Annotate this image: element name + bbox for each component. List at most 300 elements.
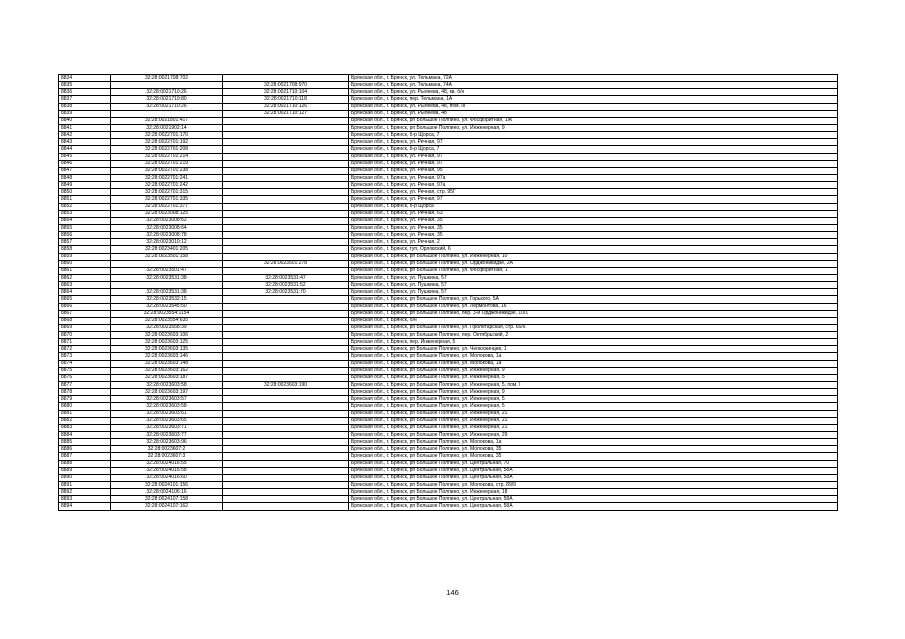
table-row bbox=[59, 467, 838, 474]
row-number-cell: 8889 bbox=[59, 467, 111, 474]
row-number-cell: 8843 bbox=[59, 139, 111, 146]
cadastral-number-cell bbox=[111, 260, 223, 267]
related-cadastral-number-cell bbox=[223, 296, 349, 303]
table-row bbox=[59, 346, 838, 353]
address-cell: Брянская обл., г. Брянск, рп Большое Полпино, ул. Лермонтова, 16 bbox=[349, 303, 838, 310]
address-cell: Брянская обл., г. Брянск, ул. Пушкина, 57 bbox=[349, 289, 838, 296]
row-number-cell: 8855 bbox=[59, 224, 111, 231]
related-cadastral-number-cell bbox=[223, 132, 349, 139]
table-row bbox=[59, 82, 838, 89]
table-row bbox=[59, 217, 838, 224]
row-number-cell: 8860 bbox=[59, 260, 111, 267]
cadastral-number-cell: 32:28:0023603:146 bbox=[111, 353, 223, 360]
related-cadastral-number-cell bbox=[223, 432, 349, 439]
address-cell: Брянская обл., г. Брянск, рп Большое Полпино, ул. Инженерная, 10 bbox=[349, 253, 838, 260]
cadastral-number-cell: 32:28:0023501:47 bbox=[111, 267, 223, 274]
related-cadastral-number-cell: 32:28:0023603:190 bbox=[223, 382, 349, 389]
address-cell: Брянская обл., г. Брянск, ул. Речная, 97 bbox=[349, 139, 838, 146]
table-row bbox=[59, 232, 838, 239]
address-cell: Брянская обл., г. Брянск, рп Большое Полпино, ул. Фосфоритная, 1 bbox=[349, 267, 838, 274]
row-number-cell: 8890 bbox=[59, 474, 111, 481]
registry-table-body bbox=[59, 75, 838, 511]
cadastral-number-cell: 32:28:0021902:14 bbox=[111, 124, 223, 131]
table-row bbox=[59, 75, 838, 82]
cadastral-number-cell: 32:28:0024106:16 bbox=[111, 489, 223, 496]
table-row bbox=[59, 117, 838, 124]
row-number-cell: 8864 bbox=[59, 289, 111, 296]
cadastral-number-cell: 32:28:0022701:214 bbox=[111, 153, 223, 160]
table-row bbox=[59, 103, 838, 110]
address-cell: Брянская обл., г. Брянск, ул. Речная, 95 bbox=[349, 167, 838, 174]
related-cadastral-number-cell bbox=[223, 153, 349, 160]
related-cadastral-number-cell bbox=[223, 203, 349, 210]
address-cell: Брянская обл., г. Брянск, рп Большое Полпино, ул. Молокова, 35 bbox=[349, 446, 838, 453]
address-cell: Брянская обл., г. Брянск, ул. Пушкина, 57 bbox=[349, 274, 838, 281]
address-cell: Брянская обл., г. Брянск, рп Большое Полпино, ул. Инженерная, 5 bbox=[349, 396, 838, 403]
cadastral-number-cell: 32:28:0023532:15 bbox=[111, 296, 223, 303]
cadastral-number-cell: 32:28:0023545:50 bbox=[111, 303, 223, 310]
cadastral-number-cell: 32:28:0023603:77 bbox=[111, 432, 223, 439]
address-cell: Брянская обл., г. Брянск, рп Большое Полпино, ул. Инженерная, 5 bbox=[349, 403, 838, 410]
row-number-cell: 8856 bbox=[59, 232, 111, 239]
address-cell: Брянская обл., г. Брянск, рп Большое Полпино, ул. Челюскинцев, 1 bbox=[349, 346, 838, 353]
row-number-cell: 8871 bbox=[59, 339, 111, 346]
cadastral-number-cell: 32:28:0023008:78 bbox=[111, 232, 223, 239]
cadastral-number-cell: 32:28:0023603:65 bbox=[111, 417, 223, 424]
cadastral-number-cell: 32:28:0022701:377 bbox=[111, 203, 223, 210]
cadastral-number-cell: 32:28:0022701:241 bbox=[111, 174, 223, 181]
related-cadastral-number-cell bbox=[223, 124, 349, 131]
related-cadastral-number-cell: 32:28:0021710:127 bbox=[223, 110, 349, 117]
related-cadastral-number-cell bbox=[223, 439, 349, 446]
row-number-cell: 8870 bbox=[59, 332, 111, 339]
table-row bbox=[59, 303, 838, 310]
row-number-cell: 8880 bbox=[59, 403, 111, 410]
cadastral-number-cell: 32:28:0023008:64 bbox=[111, 224, 223, 231]
address-cell: Брянская обл., г. Брянск, рп Большое Полпино, ул. Фосфоритная, 1Ж bbox=[349, 117, 838, 124]
row-number-cell: 8882 bbox=[59, 417, 111, 424]
row-number-cell: 8865 bbox=[59, 296, 111, 303]
table-row bbox=[59, 196, 838, 203]
related-cadastral-number-cell bbox=[223, 446, 349, 453]
address-cell: Брянская обл., г. Брянск, ул. Рылеева, 48, пом. III bbox=[349, 103, 838, 110]
table-row bbox=[59, 417, 838, 424]
table-row bbox=[59, 332, 838, 339]
address-cell: Брянская обл., г. Брянск, рп Большое Полпино, ул. Инженерная, 18 bbox=[349, 489, 838, 496]
row-number-cell: 8835 bbox=[59, 82, 111, 89]
related-cadastral-number-cell bbox=[223, 410, 349, 417]
address-cell: Брянская обл., г. Брянск, ул. Рылеева, 48 bbox=[349, 110, 838, 117]
address-cell: Брянская обл., г. Брянск, ул. Речная, 97а bbox=[349, 174, 838, 181]
related-cadastral-number-cell bbox=[223, 167, 349, 174]
row-number-cell: 8839 bbox=[59, 110, 111, 117]
cadastral-number-cell bbox=[111, 110, 223, 117]
cadastral-number-cell: 32:28:0023554:635 bbox=[111, 317, 223, 324]
related-cadastral-number-cell bbox=[223, 374, 349, 381]
registry-table bbox=[58, 74, 838, 511]
cadastral-number-cell: 32:28:0021801:417 bbox=[111, 117, 223, 124]
table-row bbox=[59, 110, 838, 117]
table-row bbox=[59, 496, 838, 503]
table-row bbox=[59, 453, 838, 460]
table-row bbox=[59, 289, 838, 296]
table-row bbox=[59, 446, 838, 453]
related-cadastral-number-cell bbox=[223, 332, 349, 339]
cadastral-number-cell: 32:28:0023603:106 bbox=[111, 332, 223, 339]
related-cadastral-number-cell bbox=[223, 303, 349, 310]
table-row bbox=[59, 324, 838, 331]
address-cell: Брянская обл., г. Брянск, рп Большое Полпино, ул. Инженерная, 5 bbox=[349, 374, 838, 381]
table-row bbox=[59, 474, 838, 481]
related-cadastral-number-cell bbox=[223, 353, 349, 360]
row-number-cell: 8868 bbox=[59, 317, 111, 324]
cadastral-number-cell: 32:28:0024107:158 bbox=[111, 496, 223, 503]
address-cell: Брянская обл., г. Брянск, рп Большое Полпино, ул. Инженерная, 21 bbox=[349, 417, 838, 424]
row-number-cell: 8863 bbox=[59, 282, 111, 289]
table-row bbox=[59, 260, 838, 267]
table-row bbox=[59, 146, 838, 153]
address-cell: Брянская обл., г. Брянск, ул. Речная, 97 bbox=[349, 153, 838, 160]
row-number-cell: 8847 bbox=[59, 167, 111, 174]
table-row bbox=[59, 439, 838, 446]
address-cell: Брянская обл., г. Брянск, б-р Щорса, 7 bbox=[349, 146, 838, 153]
related-cadastral-number-cell bbox=[223, 496, 349, 503]
row-number-cell: 8877 bbox=[59, 382, 111, 389]
address-cell: Брянская обл., г. Брянск, рп Большое Полпино, ул. Центральная, 58А bbox=[349, 503, 838, 510]
address-cell: Брянская обл., г. Брянск, ул. Речная, 35 bbox=[349, 232, 838, 239]
related-cadastral-number-cell bbox=[223, 160, 349, 167]
table-row bbox=[59, 482, 838, 489]
table-row bbox=[59, 296, 838, 303]
table-row bbox=[59, 189, 838, 196]
page-number: 146 bbox=[446, 588, 459, 597]
row-number-cell: 8854 bbox=[59, 217, 111, 224]
table-row bbox=[59, 396, 838, 403]
address-cell: Брянская обл., г. Брянск, рп Большое Полпино, ул. Инженерная, 9 bbox=[349, 367, 838, 374]
address-cell: Брянская обл., г. Брянск, б/н bbox=[349, 317, 838, 324]
related-cadastral-number-cell bbox=[223, 232, 349, 239]
row-number-cell: 8846 bbox=[59, 160, 111, 167]
row-number-cell: 8848 bbox=[59, 174, 111, 181]
cadastral-number-cell: 32:28:0021708:702 bbox=[111, 75, 223, 82]
related-cadastral-number-cell bbox=[223, 75, 349, 82]
table-row bbox=[59, 410, 838, 417]
row-number-cell: 8873 bbox=[59, 353, 111, 360]
table-row bbox=[59, 182, 838, 189]
table-row bbox=[59, 382, 838, 389]
address-cell: Брянская обл., г. Брянск, рп Большое Полпино, ул. Центральная, 58А bbox=[349, 467, 838, 474]
related-cadastral-number-cell bbox=[223, 503, 349, 510]
cadastral-number-cell: 32:28:0024101:156 bbox=[111, 482, 223, 489]
cadastral-number-cell: 32:28:0023603:96 bbox=[111, 439, 223, 446]
related-cadastral-number-cell bbox=[223, 339, 349, 346]
address-cell: Брянская обл., г. Брянск, рп Большое Полпино, ул. Инженерная, 5, пом. I bbox=[349, 382, 838, 389]
cadastral-number-cell: 32:28:0022701:238 bbox=[111, 167, 223, 174]
address-cell: Брянская обл., г. Брянск, рп Большое Полпино, пер. 3-й Орджоникидзе, 10/1 bbox=[349, 310, 838, 317]
row-number-cell: 8885 bbox=[59, 439, 111, 446]
related-cadastral-number-cell bbox=[223, 424, 349, 431]
related-cadastral-number-cell bbox=[223, 467, 349, 474]
address-cell: Брянская обл., г. Брянск, рп Большое Полпино, пер. Октябрьский, 2 bbox=[349, 332, 838, 339]
table-row bbox=[59, 489, 838, 496]
related-cadastral-number-cell bbox=[223, 182, 349, 189]
cadastral-number-cell: 32:28:0023603:57 bbox=[111, 396, 223, 403]
cadastral-number-cell bbox=[111, 282, 223, 289]
cadastral-number-cell: 32:28:0023603:58 bbox=[111, 403, 223, 410]
cadastral-number-cell: 32:28:0024016:55 bbox=[111, 460, 223, 467]
row-number-cell: 8849 bbox=[59, 182, 111, 189]
row-number-cell: 8841 bbox=[59, 124, 111, 131]
table-row bbox=[59, 339, 838, 346]
address-cell: Брянская обл., г. Брянск, рп Большое Полпино, ул. Молокова, стр. 89/9 bbox=[349, 482, 838, 489]
address-cell: Брянская обл., г. Брянск, рп Большое Полпино, ул. Молокова, 35 bbox=[349, 453, 838, 460]
related-cadastral-number-cell: 32:28:0021710:104 bbox=[223, 89, 349, 96]
table-row bbox=[59, 224, 838, 231]
row-number-cell: 8891 bbox=[59, 482, 111, 489]
cadastral-number-cell: 32:28:0023558:39 bbox=[111, 324, 223, 331]
cadastral-number-cell: 32:28:0022701:192 bbox=[111, 139, 223, 146]
row-number-cell: 8842 bbox=[59, 132, 111, 139]
related-cadastral-number-cell bbox=[223, 146, 349, 153]
table-row bbox=[59, 367, 838, 374]
related-cadastral-number-cell bbox=[223, 460, 349, 467]
table-row bbox=[59, 203, 838, 210]
address-cell: Брянская обл., г. Брянск, туп. Орловский, 6 bbox=[349, 246, 838, 253]
address-cell: Брянская обл., г. Брянск, рп Большое Полпино, ул. Центральная, 58А bbox=[349, 474, 838, 481]
row-number-cell: 8887 bbox=[59, 453, 111, 460]
cadastral-number-cell: 32:28:0022701:335 bbox=[111, 196, 223, 203]
address-cell: Брянская обл., г. Брянск, ул. Речная, стр. 95Г bbox=[349, 189, 838, 196]
table-row bbox=[59, 174, 838, 181]
cadastral-number-cell: 32:28:0023531:38 bbox=[111, 274, 223, 281]
cadastral-number-cell: 32:28:0023603:148 bbox=[111, 360, 223, 367]
row-number-cell: 8862 bbox=[59, 274, 111, 281]
row-number-cell: 8861 bbox=[59, 267, 111, 274]
row-number-cell: 8884 bbox=[59, 432, 111, 439]
related-cadastral-number-cell: 32:28:0023531:70 bbox=[223, 289, 349, 296]
address-cell: Брянская обл., г. Брянск, рп Большое Полпино, ул. Пролетарская, стр. 65/6 bbox=[349, 324, 838, 331]
table-row bbox=[59, 153, 838, 160]
row-number-cell: 8852 bbox=[59, 203, 111, 210]
related-cadastral-number-cell bbox=[223, 139, 349, 146]
row-number-cell: 8892 bbox=[59, 489, 111, 496]
address-cell: Брянская обл., г. Брянск, рп Большое Полпино, ул. Молокова, 1а bbox=[349, 353, 838, 360]
table-row bbox=[59, 124, 838, 131]
related-cadastral-number-cell bbox=[223, 239, 349, 246]
address-cell: Брянская обл., г. Брянск, рп Большое Полпино, ул. Инженерная, 21 bbox=[349, 424, 838, 431]
cadastral-number-cell: 32:28:0022701:315 bbox=[111, 189, 223, 196]
row-number-cell: 8869 bbox=[59, 324, 111, 331]
address-cell: Брянская обл., г. Брянск, ул. Речная, 35 bbox=[349, 217, 838, 224]
row-number-cell: 8867 bbox=[59, 310, 111, 317]
row-number-cell: 8845 bbox=[59, 153, 111, 160]
address-cell: Брянская обл., г. Брянск, ул. Речная, 97а bbox=[349, 182, 838, 189]
related-cadastral-number-cell bbox=[223, 403, 349, 410]
related-cadastral-number-cell bbox=[223, 217, 349, 224]
row-number-cell: 8859 bbox=[59, 253, 111, 260]
related-cadastral-number-cell: 32:28:0021710:118 bbox=[223, 96, 349, 103]
address-cell: Брянская обл., г. Брянск, ул. Речная, 97 bbox=[349, 196, 838, 203]
address-cell: Брянская обл., г. Брянск, ул. Тельмана, 74А bbox=[349, 82, 838, 89]
address-cell: Брянская обл., г. Брянск, ул. Пушкина, 57 bbox=[349, 282, 838, 289]
cadastral-number-cell: 32:28:0023501:158 bbox=[111, 253, 223, 260]
cadastral-number-cell: 32:28:0022701:219 bbox=[111, 160, 223, 167]
cadastral-number-cell: 32:28:0024016:58 bbox=[111, 467, 223, 474]
table-row bbox=[59, 89, 838, 96]
cadastral-number-cell: 32:28:0023010:12 bbox=[111, 239, 223, 246]
related-cadastral-number-cell bbox=[223, 396, 349, 403]
row-number-cell: 8850 bbox=[59, 189, 111, 196]
cadastral-number-cell: 32:28:0023603:61 bbox=[111, 410, 223, 417]
cadastral-number-cell: 32:28:0022701:208 bbox=[111, 146, 223, 153]
row-number-cell: 8875 bbox=[59, 367, 111, 374]
row-number-cell: 8883 bbox=[59, 424, 111, 431]
cadastral-number-cell: 32:28:0022701:170 bbox=[111, 132, 223, 139]
row-number-cell: 8837 bbox=[59, 96, 111, 103]
row-number-cell: 8840 bbox=[59, 117, 111, 124]
cadastral-number-cell: 32:28:0023603:125 bbox=[111, 339, 223, 346]
cadastral-number-cell: 32:28:0021710:80 bbox=[111, 96, 223, 103]
cadastral-number-cell: 32:28:0023008:62 bbox=[111, 217, 223, 224]
cadastral-number-cell: 32:28:0022701:242 bbox=[111, 182, 223, 189]
table-row bbox=[59, 160, 838, 167]
address-cell: Брянская обл., г. Брянск, ул. Речная, 63 bbox=[349, 210, 838, 217]
row-number-cell: 8878 bbox=[59, 389, 111, 396]
related-cadastral-number-cell: 32:28:0023501:278 bbox=[223, 260, 349, 267]
table-row bbox=[59, 389, 838, 396]
row-number-cell: 8881 bbox=[59, 410, 111, 417]
row-number-cell: 8857 bbox=[59, 239, 111, 246]
related-cadastral-number-cell bbox=[223, 417, 349, 424]
row-number-cell: 8886 bbox=[59, 446, 111, 453]
address-cell: Брянская обл., г. Брянск, рп Большое Полпино, ул. Инженерная, 9 bbox=[349, 389, 838, 396]
row-number-cell: 8888 bbox=[59, 460, 111, 467]
row-number-cell: 8836 bbox=[59, 89, 111, 96]
cadastral-number-cell: 32:28:0024107:162 bbox=[111, 503, 223, 510]
related-cadastral-number-cell bbox=[223, 346, 349, 353]
address-cell: Брянская обл., г. Брянск, ул. Рылеева, 48, кв. б/н bbox=[349, 89, 838, 96]
table-row bbox=[59, 246, 838, 253]
table-row bbox=[59, 403, 838, 410]
address-cell: Брянская обл., г. Брянск, ул. Речная, 97 bbox=[349, 160, 838, 167]
row-number-cell: 8874 bbox=[59, 360, 111, 367]
related-cadastral-number-cell: 32:28:0021710:126 bbox=[223, 103, 349, 110]
cadastral-number-cell: 32:28:0023607:2 bbox=[111, 446, 223, 453]
related-cadastral-number-cell: 32:28:0023531:52 bbox=[223, 282, 349, 289]
address-cell: Брянская обл., г. Брянск, рп Большое Полпино, ул. Орджоникидзе, 2А bbox=[349, 260, 838, 267]
related-cadastral-number-cell bbox=[223, 360, 349, 367]
related-cadastral-number-cell bbox=[223, 489, 349, 496]
table-row bbox=[59, 274, 838, 281]
table-row bbox=[59, 282, 838, 289]
address-cell: Брянская обл., г. Брянск, рп Большое Полпино, ул. Горького, 5А bbox=[349, 296, 838, 303]
address-cell: Брянская обл., г. Брянск, рп Большое Полпино, ул. Инженерная, 29 bbox=[349, 432, 838, 439]
address-cell: Брянская обл., г. Брянск, рп Большое Полпино, ул. Молокова, 1а bbox=[349, 439, 838, 446]
table-row bbox=[59, 503, 838, 510]
cadastral-number-cell: 32:28:0023603:162 bbox=[111, 367, 223, 374]
row-number-cell: 8858 bbox=[59, 246, 111, 253]
table-row bbox=[59, 132, 838, 139]
address-cell: Брянская обл., г. Брянск, пер. Инженерная, 5 bbox=[349, 339, 838, 346]
table-row bbox=[59, 360, 838, 367]
table-row bbox=[59, 424, 838, 431]
cadastral-number-cell bbox=[111, 82, 223, 89]
table-row bbox=[59, 167, 838, 174]
cadastral-number-cell: 32:28:0023008:125 bbox=[111, 210, 223, 217]
table-row bbox=[59, 353, 838, 360]
address-cell: Брянская обл., г. Брянск, пер. Тельмана, 1А bbox=[349, 96, 838, 103]
related-cadastral-number-cell bbox=[223, 453, 349, 460]
address-cell: Брянская обл., г. Брянск, рп Большое Полпино, ул. Инженерная, 21 bbox=[349, 410, 838, 417]
related-cadastral-number-cell bbox=[223, 253, 349, 260]
row-number-cell: 8866 bbox=[59, 303, 111, 310]
cadastral-number-cell: 32:28:0023603:58 bbox=[111, 382, 223, 389]
cadastral-number-cell: 32:28:0023607:3 bbox=[111, 453, 223, 460]
table-row bbox=[59, 460, 838, 467]
table-row bbox=[59, 310, 838, 317]
table-row bbox=[59, 139, 838, 146]
table-row bbox=[59, 374, 838, 381]
related-cadastral-number-cell bbox=[223, 367, 349, 374]
row-number-cell: 8893 bbox=[59, 496, 111, 503]
table-row bbox=[59, 267, 838, 274]
address-cell: Брянская обл., г. Брянск, рп Большое Полпино, ул. Инженерная, 9 bbox=[349, 124, 838, 131]
cadastral-number-cell: 32:28:0023603:71 bbox=[111, 424, 223, 431]
address-cell: Брянская обл., г. Брянск, б-р Щорса bbox=[349, 203, 838, 210]
cadastral-number-cell: 32:28:0021710:26 bbox=[111, 103, 223, 110]
cadastral-number-cell: 32:28:0021710:26 bbox=[111, 89, 223, 96]
related-cadastral-number-cell bbox=[223, 267, 349, 274]
related-cadastral-number-cell bbox=[223, 317, 349, 324]
row-number-cell: 8851 bbox=[59, 196, 111, 203]
related-cadastral-number-cell bbox=[223, 224, 349, 231]
address-cell: Брянская обл., г. Брянск, ул. Речная, 35 bbox=[349, 224, 838, 231]
related-cadastral-number-cell bbox=[223, 324, 349, 331]
table-row bbox=[59, 239, 838, 246]
address-cell: Брянская обл., г. Брянск, ул. Тельмана, 72А bbox=[349, 75, 838, 82]
related-cadastral-number-cell bbox=[223, 482, 349, 489]
related-cadastral-number-cell bbox=[223, 474, 349, 481]
cadastral-number-cell: 32:28:0023603:135 bbox=[111, 346, 223, 353]
row-number-cell: 8879 bbox=[59, 396, 111, 403]
table-row bbox=[59, 96, 838, 103]
related-cadastral-number-cell bbox=[223, 174, 349, 181]
registry-sheet bbox=[58, 74, 837, 511]
row-number-cell: 8872 bbox=[59, 346, 111, 353]
table-row bbox=[59, 210, 838, 217]
row-number-cell: 8844 bbox=[59, 146, 111, 153]
table-row bbox=[59, 432, 838, 439]
table-row bbox=[59, 253, 838, 260]
cadastral-number-cell: 32:28:0023603:197 bbox=[111, 389, 223, 396]
address-cell: Брянская обл., г. Брянск, рп Большое Полпино, ул. Молокова, 1а bbox=[349, 360, 838, 367]
address-cell: Брянская обл., г. Брянск, ул. Речная, 2 bbox=[349, 239, 838, 246]
row-number-cell: 8838 bbox=[59, 103, 111, 110]
related-cadastral-number-cell bbox=[223, 389, 349, 396]
table-row bbox=[59, 317, 838, 324]
related-cadastral-number-cell bbox=[223, 310, 349, 317]
related-cadastral-number-cell: 32:28:0021708:970 bbox=[223, 82, 349, 89]
cadastral-number-cell: 32:28:0023401:205 bbox=[111, 246, 223, 253]
row-number-cell: 8876 bbox=[59, 374, 111, 381]
row-number-cell: 8894 bbox=[59, 503, 111, 510]
row-number-cell: 8834 bbox=[59, 75, 111, 82]
related-cadastral-number-cell bbox=[223, 117, 349, 124]
address-cell: Брянская обл., г. Брянск, б-р Щорса, 7 bbox=[349, 132, 838, 139]
related-cadastral-number-cell: 32:28:0023531:47 bbox=[223, 274, 349, 281]
related-cadastral-number-cell bbox=[223, 246, 349, 253]
address-cell: Брянская обл., г. Брянск, рп Большое Полпино, ул. Центральная, 70 bbox=[349, 460, 838, 467]
